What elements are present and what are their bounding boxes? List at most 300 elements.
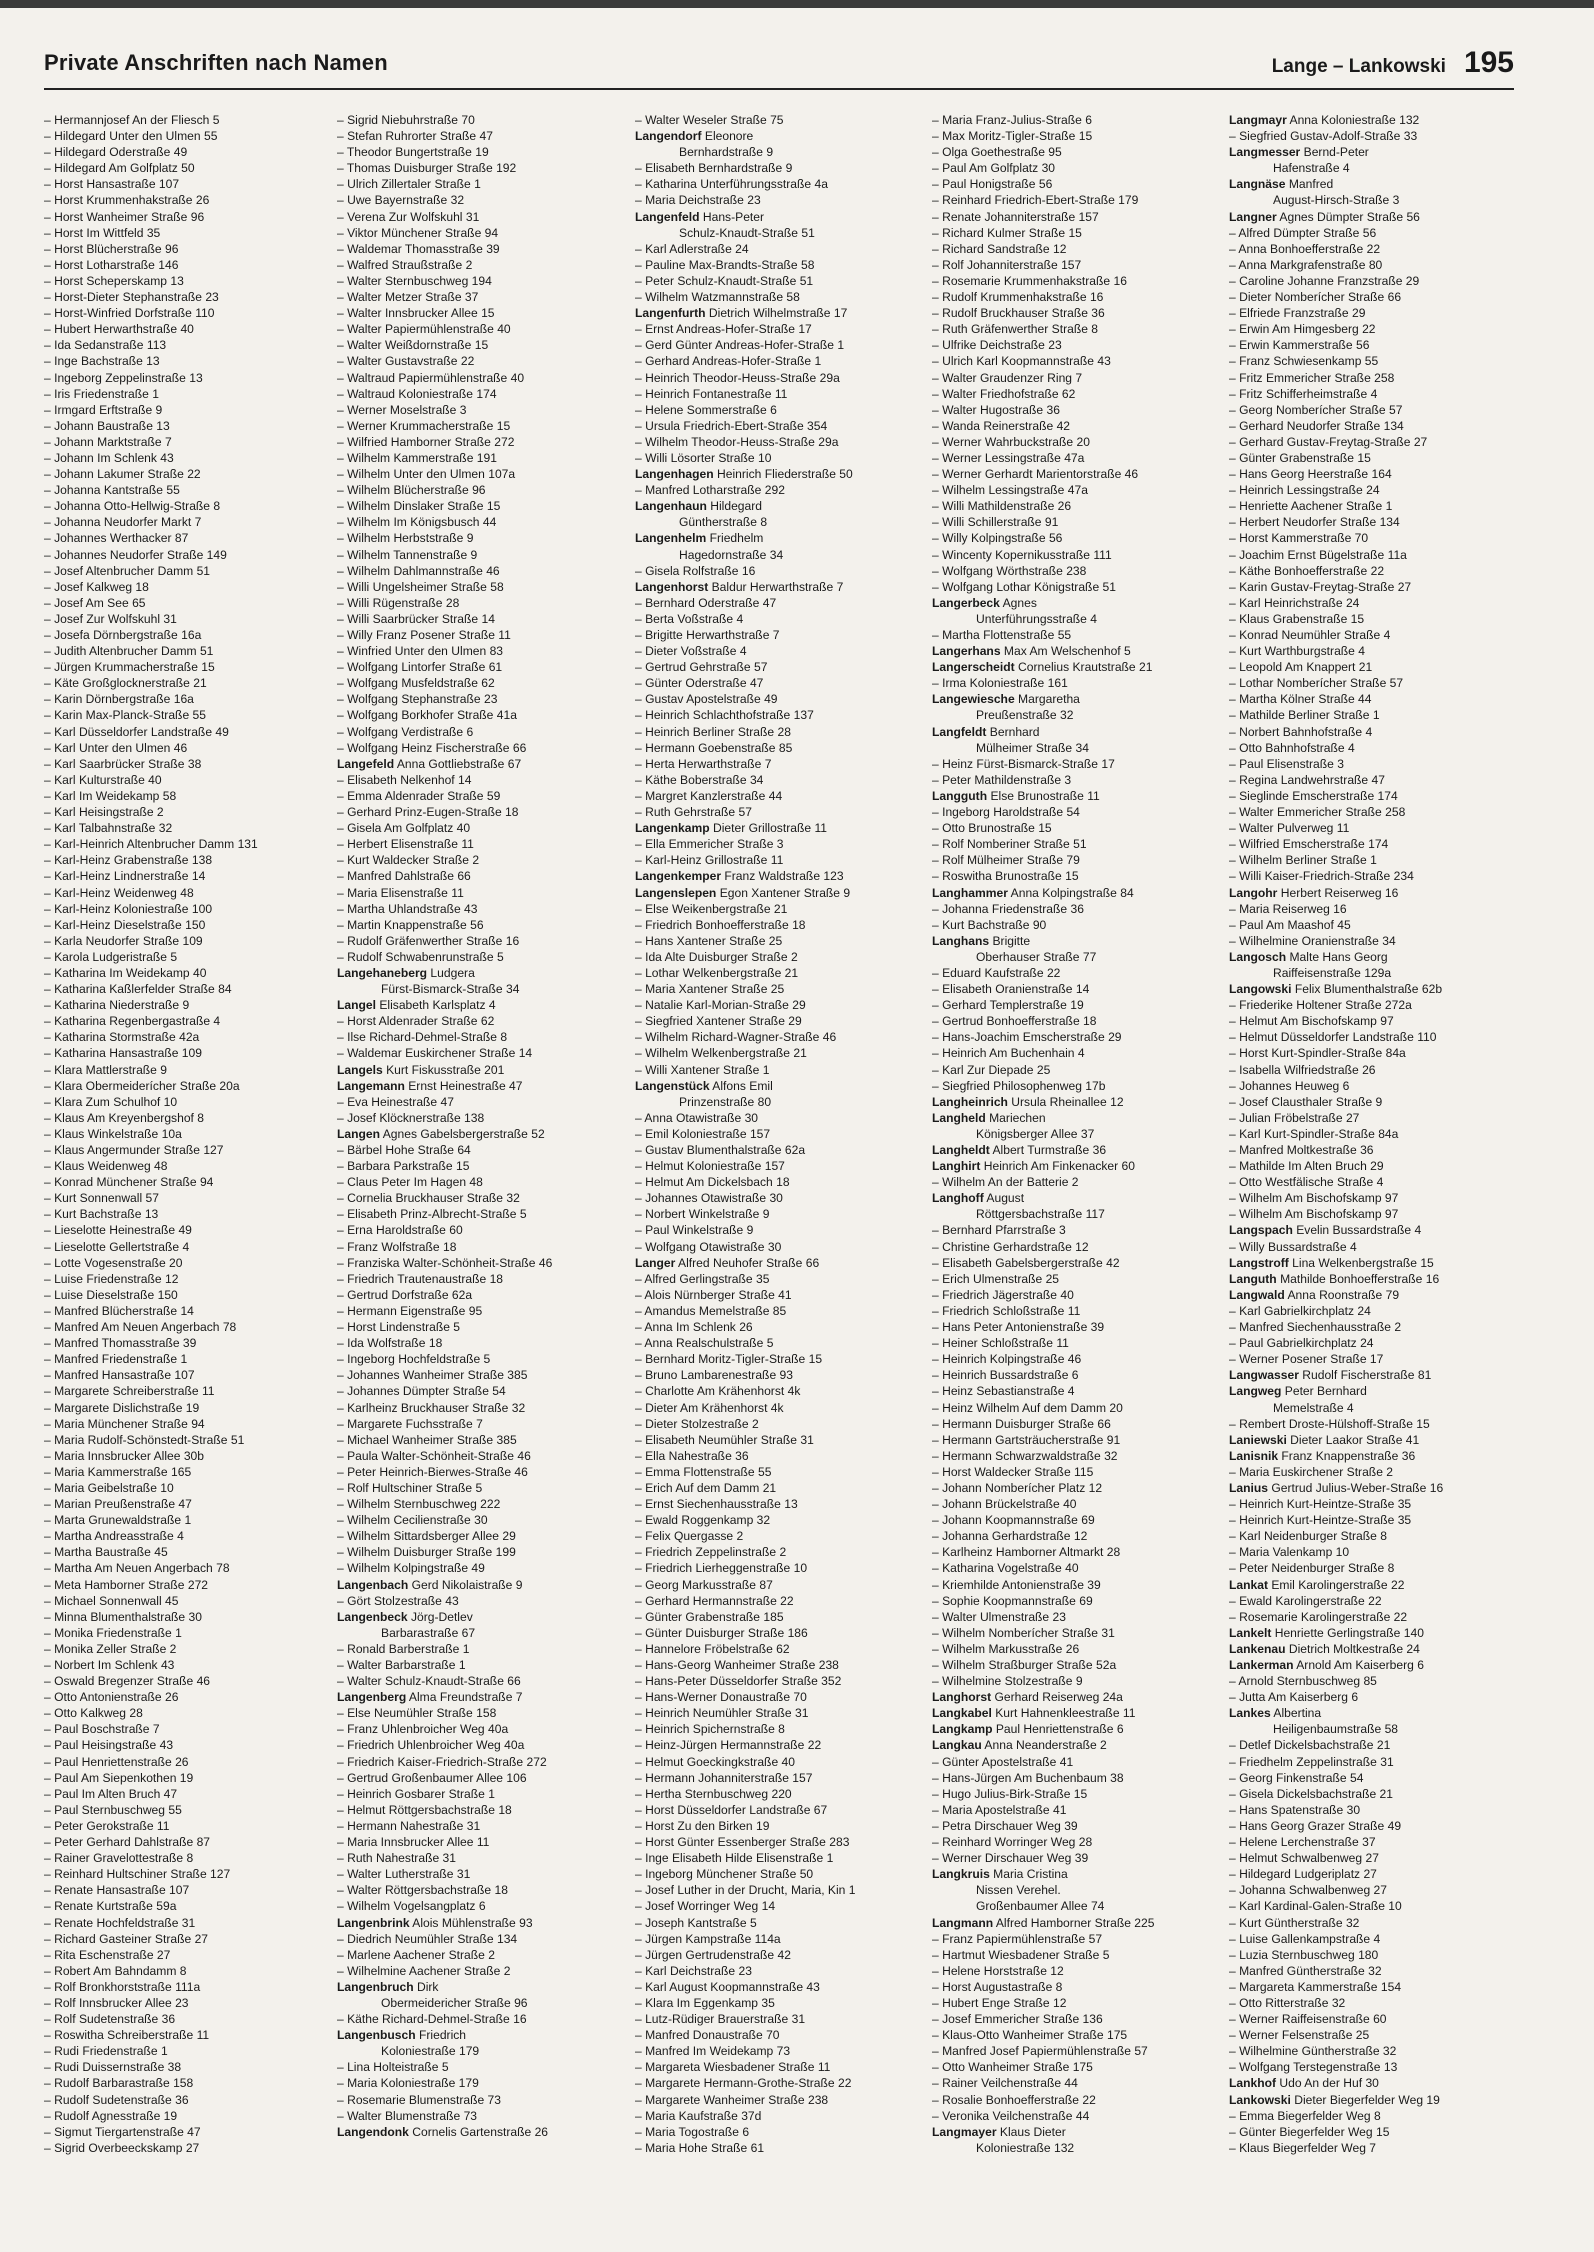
- directory-entry: [44, 176, 337, 192]
- surname: Langenkemper: [635, 869, 722, 884]
- directory-entry: [635, 675, 932, 691]
- entry-text: – Anna Otawistraße 30: [635, 1110, 759, 1125]
- entry-text: – Pauline Max-Brandts-Straße 58: [635, 257, 815, 272]
- directory-entry: [337, 547, 635, 563]
- directory-entry: [337, 1657, 635, 1673]
- directory-entry: [635, 1287, 932, 1303]
- entry-text: – Werner Dirschauer Weg 39: [932, 1851, 1089, 1866]
- directory-entry: [635, 1239, 932, 1255]
- directory-entry: [1229, 2124, 1514, 2140]
- surname: Langowski: [1229, 982, 1292, 997]
- directory-entry: [932, 1432, 1229, 1448]
- entry-text: – Rudi Friedenstraße 1: [44, 2044, 168, 2059]
- entry-text: – Hermannjosef An der Fliesch 5: [44, 113, 220, 127]
- entry-text: – Hans-Joachim Emscherstraße 29: [932, 1030, 1122, 1045]
- directory-entry: [337, 402, 635, 418]
- surname-entry: [1229, 112, 1514, 128]
- directory-entry: [337, 1947, 635, 1963]
- surname-entry: [337, 2027, 635, 2043]
- surname: Langerbeck: [932, 595, 1000, 610]
- entry-text: Hans-Peter: [699, 209, 765, 224]
- entry-text: – Karl Kurt-Spindler-Straße 84a: [1229, 1126, 1399, 1141]
- directory-entry: [932, 370, 1229, 386]
- directory-entry: [932, 305, 1229, 321]
- surname-entry: [1229, 981, 1514, 997]
- directory-entry: [635, 1625, 932, 1641]
- directory-entry: [932, 1754, 1229, 1770]
- entry-text: – Johann Im Schlenk 43: [44, 450, 174, 465]
- surname: Langhans: [932, 933, 990, 948]
- entry-text: – Rainer Veilchenstraße 44: [932, 2076, 1078, 2091]
- entry-text: – Ida Sedanstraße 113: [44, 338, 167, 353]
- entry-text: – Dieter Nomberícher Straße 66: [1229, 290, 1402, 305]
- entry-text: – Johann Baustraße 13: [44, 418, 170, 433]
- entry-text: – Willy Bussardstraße 4: [1229, 1239, 1357, 1254]
- directory-entry: [337, 595, 635, 611]
- directory-entry: [1229, 1560, 1514, 1576]
- surname: Langweg: [1229, 1384, 1282, 1399]
- directory-entry: [44, 1786, 337, 1802]
- directory-entry: [44, 1673, 337, 1689]
- entry-text: – Paul Im Alten Bruch 47: [44, 1786, 178, 1801]
- entry-text: – Rita Eschenstraße 27: [44, 1947, 171, 1962]
- entry-text: – Brigitte Herwarthstraße 7: [635, 628, 780, 642]
- entry-text: Großenbaumer Allee 74: [976, 1899, 1105, 1914]
- directory-entry: [337, 1206, 635, 1222]
- entry-text: – Paul Winkelstraße 9: [635, 1223, 754, 1238]
- surname-entry: [635, 209, 932, 225]
- entry-text: – Dieter Am Krähenhorst 4k: [635, 1400, 784, 1415]
- entry-text: Alfred Neuhofer Straße 66: [675, 1255, 820, 1270]
- entry-text: – Bernhard Moritz-Tigler-Straße 15: [635, 1352, 823, 1367]
- entry-text: – Karl Kulturstraße 40: [44, 772, 162, 787]
- surname-entry: [1229, 1367, 1514, 1383]
- entry-continuation: [1229, 1721, 1514, 1737]
- entry-text: Dirk: [413, 1979, 439, 1994]
- header-right: [1272, 46, 1514, 80]
- directory-entry: [44, 1737, 337, 1753]
- directory-entry: [44, 144, 337, 160]
- entry-text: – Gerhard Andreas-Hofer-Straße 1: [635, 354, 822, 369]
- directory-entry: [1229, 868, 1514, 884]
- directory-entry: [44, 1818, 337, 1834]
- directory-entry: [635, 836, 932, 852]
- entry-text: – Paul Am Golfplatz 30: [932, 161, 1056, 176]
- directory-entry: [44, 579, 337, 595]
- surname-entry: [932, 885, 1229, 901]
- directory-entry: [337, 1094, 635, 1110]
- entry-text: – Wilhelm Kolpingstraße 49: [337, 1561, 485, 1576]
- directory-entry: [1229, 1351, 1514, 1367]
- directory-entry: [932, 482, 1229, 498]
- entry-text: – Wilhelm Unter den Ulmen 107a: [337, 467, 516, 482]
- entry-text: – Wilhelm Cecilienstraße 30: [337, 1513, 488, 1528]
- directory-entry: [635, 1834, 932, 1850]
- entry-text: – Walter Ulmenstraße 23: [932, 1609, 1066, 1624]
- directory-entry: [1229, 466, 1514, 482]
- entry-text: – Günter Grabenstraße 185: [635, 1609, 784, 1624]
- entry-text: – Dieter Stolzestraße 2: [635, 1416, 759, 1431]
- entry-text: – Rudolf Bruckhauser Straße 36: [932, 306, 1105, 321]
- directory-entry: [337, 627, 635, 643]
- directory-entry: [337, 804, 635, 820]
- entry-text: – Walter Weseler Straße 75: [635, 113, 784, 127]
- entry-text: – Helmut Düsseldorfer Landstraße 110: [1229, 1030, 1437, 1045]
- entry-text: – Wolfgang Borkhofer Straße 41a: [337, 708, 517, 723]
- entry-text: – Emma Biegerfelder Weg 8: [1229, 2108, 1381, 2123]
- entry-text: – Maria Innsbrucker Allee 11: [337, 1835, 490, 1850]
- directory-entry: [932, 1303, 1229, 1319]
- directory-entry: [44, 740, 337, 756]
- entry-continuation: [932, 707, 1229, 723]
- directory-entry: [337, 643, 635, 659]
- entry-text: – Ruth Nahestraße 31: [337, 1851, 456, 1866]
- entry-text: – Kurt Warthburgstraße 4: [1229, 644, 1365, 659]
- entry-text: – Hildegard Am Golfplatz 50: [44, 161, 195, 176]
- directory-entry: [932, 1255, 1229, 1271]
- surname-entry: [635, 820, 932, 836]
- surname: Lankelt: [1229, 1625, 1272, 1640]
- surname-entry: [932, 724, 1229, 740]
- directory-entry: [44, 1898, 337, 1914]
- entry-text: Gertrud Julius-Weber-Straße 16: [1267, 1480, 1444, 1495]
- entry-text: – Katharina Vogelstraße 40: [932, 1561, 1079, 1576]
- entry-text: – Kurt Waldecker Straße 2: [337, 853, 480, 868]
- directory-entry: [635, 981, 932, 997]
- surname: Langkamp: [932, 1722, 993, 1737]
- surname: Langheldt: [932, 1143, 990, 1157]
- entry-text: – Rudolf Sudetenstraße 36: [44, 2092, 189, 2107]
- entry-text: – Rudolf Krummenhakstraße 16: [932, 290, 1104, 305]
- entry-text: – Josef Zur Wolfskuhl 31: [44, 611, 177, 626]
- surname-entry: [635, 1255, 932, 1271]
- directory-entry: [44, 627, 337, 643]
- directory-entry: [1229, 547, 1514, 563]
- surname: Langmayer: [932, 2124, 997, 2139]
- surname: Langendonk: [337, 2124, 409, 2139]
- directory-entry: [44, 434, 337, 450]
- entry-text: – Wilhelm Dinslaker Straße 15: [337, 499, 501, 514]
- surname: Langehaneberg: [337, 965, 428, 980]
- directory-entry: [1229, 1094, 1514, 1110]
- directory-entry: [1229, 1802, 1514, 1818]
- entry-text: – Wilhelmine Güntherstraße 32: [1229, 2044, 1397, 2059]
- entry-text: Klaus Dieter: [996, 2124, 1066, 2139]
- entry-text: Rudolf Fischerstraße 81: [1298, 1368, 1432, 1383]
- entry-text: Herbert Reiserweg 16: [1277, 885, 1399, 900]
- directory-entry: [932, 1963, 1229, 1979]
- entry-text: – Katharina Kaßlerfelder Straße 84: [44, 982, 232, 997]
- surname-entry: [932, 1705, 1229, 1721]
- entry-text: – Hermann Nahestraße 31: [337, 1818, 481, 1833]
- directory-entry: [1229, 611, 1514, 627]
- directory-entry: [1229, 675, 1514, 691]
- directory-entry: [337, 514, 635, 530]
- entry-text: – Katharina Hansastraße 109: [44, 1046, 202, 1061]
- entry-text: – Rolf Nomberiner Straße 51: [932, 837, 1087, 852]
- entry-text: – Werner Gerhardt Marientorstraße 46: [932, 467, 1139, 482]
- entry-text: – Manfred Lotharstraße 292: [635, 483, 785, 498]
- entry-text: – Waltraud Papiermühlenstraße 40: [337, 370, 525, 385]
- directory-entry: [1229, 530, 1514, 546]
- entry-text: – Günter Duisburger Straße 186: [635, 1625, 808, 1640]
- directory-entry: [44, 1915, 337, 1931]
- surname: Langkau: [932, 1738, 982, 1753]
- directory-entry: [932, 2075, 1229, 2091]
- directory-entry: [635, 997, 932, 1013]
- entry-text: August-Hirsch-Straße 3: [1273, 193, 1400, 208]
- directory-entry: [1229, 756, 1514, 772]
- entry-text: – Kriemhilde Antonienstraße 39: [932, 1577, 1101, 1592]
- entry-text: – Georg Finkenstraße 54: [1229, 1770, 1364, 1785]
- entry-text: – Katharina Unterführungsstraße 4a: [635, 177, 828, 192]
- entry-text: – Maria Koloniestraße 179: [337, 2076, 479, 2091]
- directory-entry: [44, 1995, 337, 2011]
- entry-text: Udo An der Huf 30: [1276, 2076, 1379, 2091]
- entry-text: – Manfred Josef Papiermühlenstraße 57: [932, 2044, 1148, 2059]
- entry-text: – Elisabeth Prinz-Albrecht-Straße 5: [337, 1207, 527, 1222]
- surname-entry: [337, 1078, 635, 1094]
- entry-text: – Hermann Johanniterstraße 157: [635, 1770, 813, 1785]
- entry-text: – Ernst Andreas-Hofer-Straße 17: [635, 322, 812, 337]
- entry-text: – Irma Koloniestraße 161: [932, 676, 1068, 691]
- directory-entry: [337, 1480, 635, 1496]
- entry-text: – Siegfried Gustav-Adolf-Straße 33: [1229, 129, 1418, 144]
- entry-text: Evelin Bussardstraße 4: [1292, 1223, 1422, 1238]
- entry-text: – Waltraud Koloniestraße 174: [337, 386, 497, 401]
- entry-text: – Herta Herwarthstraße 7: [635, 756, 772, 771]
- directory-entry: [932, 820, 1229, 836]
- entry-text: – Helene Horststraße 12: [932, 1963, 1064, 1978]
- directory-entry: [44, 1367, 337, 1383]
- surname-entry: [635, 1078, 932, 1094]
- surname: Langenfurth: [635, 306, 706, 321]
- entry-text: – Wolfgang Stephanstraße 23: [337, 692, 498, 707]
- directory-entry: [635, 1174, 932, 1190]
- directory-entry: [635, 724, 932, 740]
- directory-entry: [635, 353, 932, 369]
- entry-text: – Kurt Sonnenwall 57: [44, 1191, 159, 1206]
- directory-entry: [635, 1882, 932, 1898]
- directory-entry: [44, 241, 337, 257]
- directory-entry: [44, 1528, 337, 1544]
- directory-entry: [337, 1898, 635, 1914]
- entry-text: – Ingeborg Münchener Straße 50: [635, 1867, 814, 1882]
- directory-entry: [44, 691, 337, 707]
- entry-text: – Dieter Voßstraße 4: [635, 644, 747, 659]
- entry-text: – Hans Xantener Straße 25: [635, 933, 783, 948]
- entry-text: – Horst Krummenhakstraße 26: [44, 193, 210, 208]
- entry-text: – Ingeborg Hochfeldstraße 5: [337, 1352, 491, 1367]
- entry-text: – Martin Knappenstraße 56: [337, 917, 484, 932]
- entry-text: – Wolfgang Wörthstraße 238: [932, 563, 1087, 578]
- surname: Langemann: [337, 1078, 405, 1093]
- entry-text: – Horst Kurt-Spindler-Straße 84a: [1229, 1046, 1406, 1061]
- directory-entry: [1229, 1335, 1514, 1351]
- entry-text: – Horst Düsseldorfer Landstraße 67: [635, 1802, 828, 1817]
- entry-text: – Thomas Duisburger Straße 192: [337, 161, 517, 176]
- surname: Langhammer: [932, 885, 1008, 900]
- entry-text: – Klaus Angermunder Straße 127: [44, 1143, 224, 1157]
- entry-text: Dieter Biegerfelder Weg 19: [1290, 2092, 1440, 2107]
- entry-text: Peter Bernhard: [1281, 1384, 1367, 1399]
- entry-text: – Kurt Bachstraße 90: [932, 917, 1047, 932]
- entry-text: – Gerhard Templerstraße 19: [932, 998, 1084, 1013]
- directory-entry: [1229, 1931, 1514, 1947]
- entry-text: – Maria Münchener Straße 94: [44, 1416, 205, 1431]
- entry-text: – Wilhelm Nomberícher Straße 31: [932, 1625, 1115, 1640]
- directory-entry: [44, 1174, 337, 1190]
- entry-text: Franz Knappenstraße 36: [1278, 1448, 1416, 1463]
- directory-entry: [932, 1786, 1229, 1802]
- entry-text: – Wolfgang Lothar Königstraße 51: [932, 579, 1116, 594]
- entry-text: – Willi Mathildenstraße 26: [932, 499, 1072, 514]
- directory-entry: [1229, 2027, 1514, 2043]
- entry-text: – Johannes Dümpter Straße 54: [337, 1384, 506, 1399]
- directory-entry: [44, 450, 337, 466]
- directory-entry: [337, 273, 635, 289]
- directory-entry: [635, 112, 932, 128]
- entry-text: – Josef Am See 65: [44, 595, 146, 610]
- entry-text: – Johann Koopmannstraße 69: [932, 1513, 1095, 1528]
- entry-text: – Rudolf Gräfenwerther Straße 16: [337, 933, 520, 948]
- entry-text: – Friedrich Kaiser-Friedrich-Straße 272: [337, 1754, 547, 1769]
- directory-entry: [932, 450, 1229, 466]
- surname: Langenslepen: [635, 885, 717, 900]
- directory-entry: [44, 1641, 337, 1657]
- entry-text: – Luise Dieselstraße 150: [44, 1287, 178, 1302]
- directory-entry: [1229, 1963, 1514, 1979]
- surname: Langendorf: [635, 129, 702, 144]
- entry-text: – Gisela Am Golfplatz 40: [337, 821, 471, 836]
- entry-text: – Maria Kammerstraße 165: [44, 1464, 192, 1479]
- entry-text: – Heinrich Lessingstraße 24: [1229, 483, 1380, 498]
- surname: Langenberg: [337, 1690, 407, 1705]
- entry-text: – Rudi Duissernstraße 38: [44, 2060, 182, 2075]
- entry-text: – Karola Ludgeristraße 5: [44, 949, 178, 964]
- surname: Languth: [1229, 1271, 1277, 1286]
- entry-text: – Johannes Neudorfer Straße 149: [44, 547, 227, 562]
- entry-text: Maria Cristina: [989, 1867, 1068, 1882]
- entry-text: – Wilhelm Berliner Straße 1: [1229, 853, 1377, 868]
- directory-entry: [635, 450, 932, 466]
- directory-entry: [1229, 643, 1514, 659]
- entry-continuation: [337, 2043, 635, 2059]
- entry-text: – Klaus Biegerfelder Weg 7: [1229, 2140, 1377, 2155]
- entry-text: Mülheimer Straße 34: [976, 740, 1089, 755]
- entry-text: – Johannes Werthacker 87: [44, 531, 189, 546]
- directory-entry: [932, 563, 1229, 579]
- entry-text: – Wilhelm Theodor-Heuss-Straße 29a: [635, 434, 839, 449]
- directory-entry: [1229, 1190, 1514, 1206]
- directory-entry: [932, 466, 1229, 482]
- entry-text: – Heinz-Jürgen Hermannstraße 22: [635, 1738, 822, 1753]
- entry-text: – Monika Friedenstraße 1: [44, 1625, 182, 1640]
- directory-entry: [635, 434, 932, 450]
- entry-text: – Emil Koloniestraße 157: [635, 1126, 771, 1141]
- entry-text: – Werner Moselstraße 3: [337, 402, 467, 417]
- entry-text: – Günter Biegerfelder Weg 15: [1229, 2124, 1390, 2139]
- entry-text: – Werner Lessingstraße 47a: [932, 450, 1085, 465]
- entry-text: Alfred Hamborner Straße 225: [993, 1915, 1155, 1930]
- directory-entry: [337, 1673, 635, 1689]
- directory-entry: [44, 2124, 337, 2140]
- entry-text: Gerd Nikolaistraße 9: [408, 1577, 523, 1592]
- surname-entry: [1229, 1480, 1514, 1496]
- directory-entry: [1229, 788, 1514, 804]
- directory-entry: [44, 1287, 337, 1303]
- directory-entry: [337, 1416, 635, 1432]
- directory-entry: [1229, 1126, 1514, 1142]
- entry-text: – Eduard Kaufstraße 22: [932, 965, 1061, 980]
- directory-entry: [932, 1448, 1229, 1464]
- directory-entry: [635, 691, 932, 707]
- entry-text: Unterführungsstraße 4: [976, 611, 1097, 626]
- directory-entry: [635, 1963, 932, 1979]
- directory-entry: [1229, 450, 1514, 466]
- directory-entry: [337, 1818, 635, 1834]
- entry-text: – Ulrich Karl Koopmannstraße 43: [932, 354, 1111, 369]
- entry-text: – Otto Ritterstraße 32: [1229, 1995, 1346, 2010]
- directory-entry: [1229, 740, 1514, 756]
- entry-text: – Lothar Welkenbergstraße 21: [635, 965, 799, 980]
- entry-text: – Minna Blumenthalstraße 30: [44, 1609, 202, 1624]
- directory-entry: [337, 337, 635, 353]
- entry-text: – Ursula Friedrich-Ebert-Straße 354: [635, 418, 828, 433]
- entry-text: – Peter Heinrich-Bierwes-Straße 46: [337, 1464, 528, 1479]
- entry-continuation: [932, 2140, 1229, 2156]
- entry-text: – Walter Graudenzer Ring 7: [932, 370, 1083, 385]
- entry-text: Anna Roonstraße 79: [1284, 1287, 1400, 1302]
- directory-entry: [337, 1222, 635, 1238]
- entry-text: – Stefan Ruhrorter Straße 47: [337, 129, 493, 144]
- entry-text: – Wilhelm Sternbuschweg 222: [337, 1497, 501, 1512]
- directory-entry: [932, 772, 1229, 788]
- entry-text: – Wincenty Kopernikusstraße 111: [932, 547, 1112, 562]
- entry-text: – Luise Friedenstraße 12: [44, 1271, 179, 1286]
- entry-text: – Wilhelm Kammerstraße 191: [337, 450, 497, 465]
- entry-text: – Wolfgang Otawistraße 30: [635, 1239, 782, 1254]
- entry-text: – Maria Elisenstraße 11: [337, 885, 464, 900]
- entry-text: – Johanna Otto-Hellwig-Straße 8: [44, 499, 221, 514]
- entry-text: – Klaus Grabenstraße 15: [1229, 611, 1365, 626]
- directory-entry: [635, 1335, 932, 1351]
- directory-entry: [635, 595, 932, 611]
- entry-text: – Helmut Am Dickelsbach 18: [635, 1175, 790, 1190]
- entry-text: – Gisela Dickelsbachstraße 21: [1229, 1786, 1394, 1801]
- directory-entry: [932, 997, 1229, 1013]
- directory-entry: [932, 1351, 1229, 1367]
- surname-entry: [932, 659, 1229, 675]
- entry-text: Barbarastraße 67: [381, 1625, 476, 1640]
- entry-text: – Christine Gerhardstraße 12: [932, 1239, 1089, 1254]
- directory-entry: [44, 1657, 337, 1673]
- column-1: [44, 112, 337, 2222]
- directory-entry: [1229, 707, 1514, 723]
- directory-entry: [932, 2092, 1229, 2108]
- entry-text: – Martha Am Neuen Angerbach 78: [44, 1561, 230, 1576]
- directory-entry: [337, 1641, 635, 1657]
- directory-entry: [635, 1400, 932, 1416]
- entry-text: – Walter Barbarstraße 1: [337, 1658, 466, 1672]
- directory-entry: [932, 836, 1229, 852]
- entry-text: – Bruno Lambarenestraße 93: [635, 1368, 793, 1383]
- directory-entry: [337, 1335, 635, 1351]
- directory-entry: [635, 1577, 932, 1593]
- directory-entry: [932, 1947, 1229, 1963]
- entry-text: – Martha Kölner Straße 44: [1229, 692, 1372, 707]
- surname-entry: [337, 1915, 635, 1931]
